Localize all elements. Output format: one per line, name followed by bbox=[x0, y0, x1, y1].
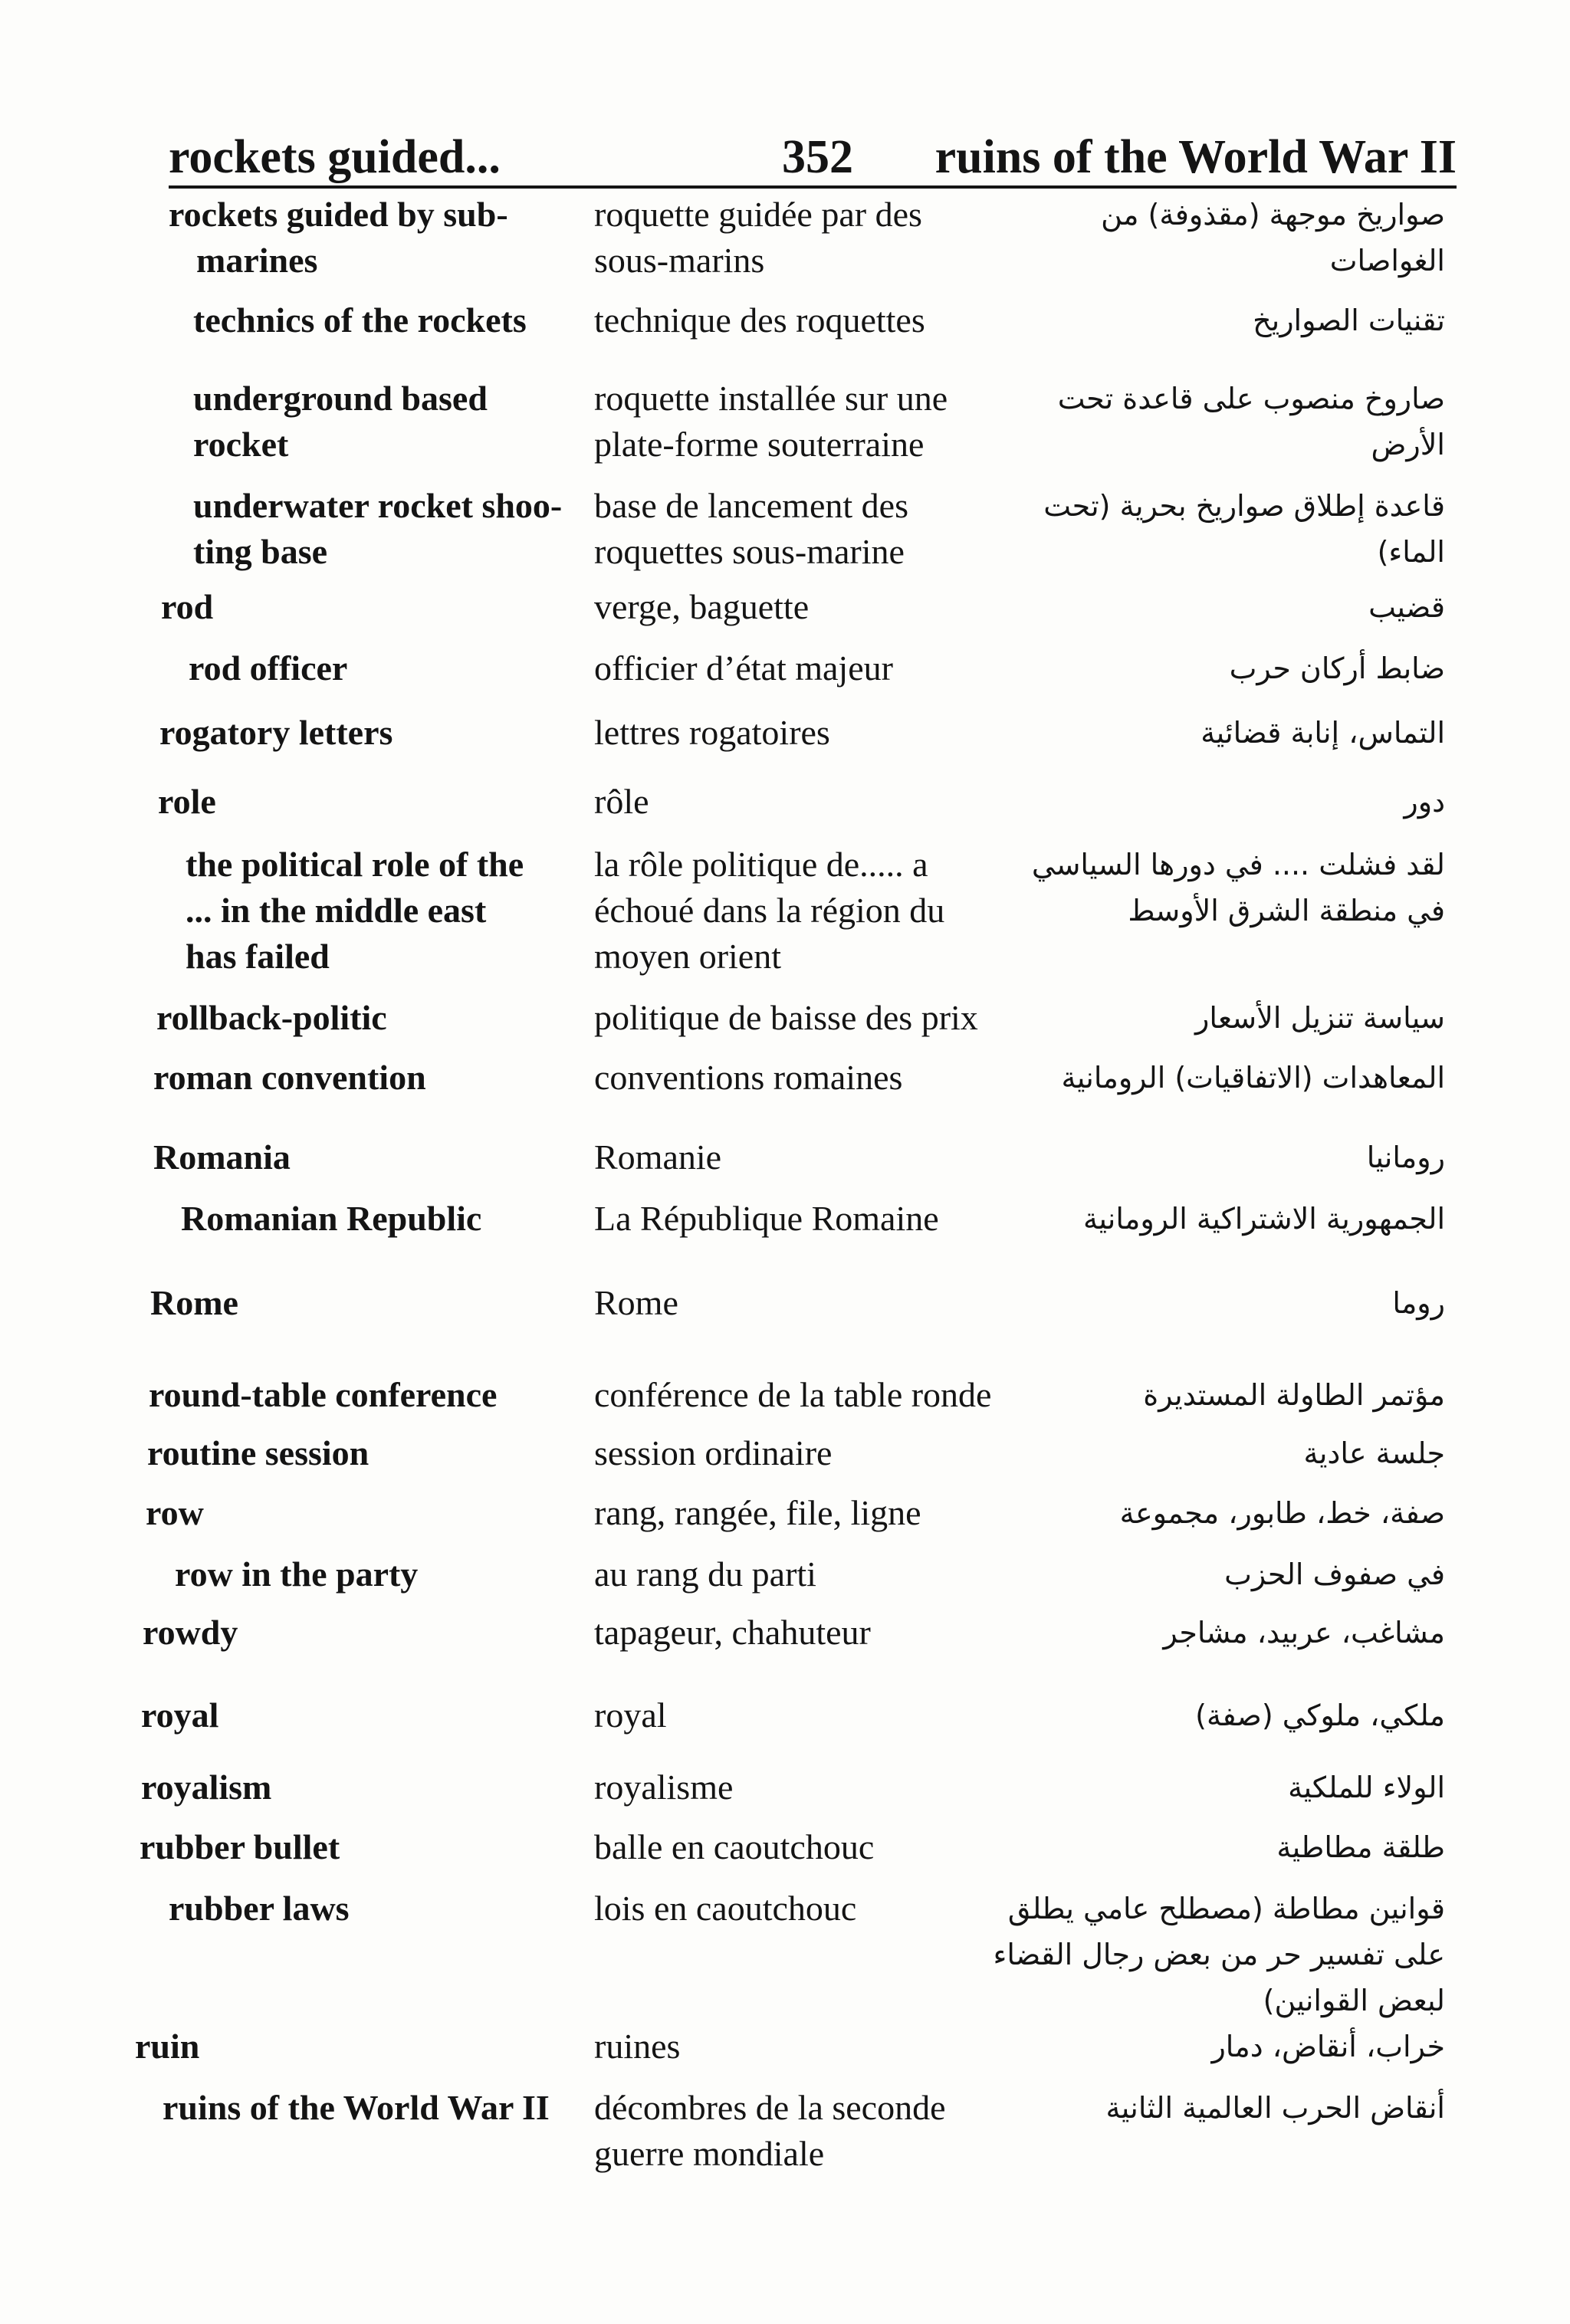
french-translation-line: lettres rogatoires bbox=[594, 713, 830, 752]
arabic-translation bbox=[1066, 995, 1445, 1041]
english-term-line: rubber bullet bbox=[140, 1827, 340, 1866]
arabic-translation-line: لقد فشلت .... في دورها السياسي bbox=[1031, 848, 1445, 881]
arabic-translation-line: تقنيات الصواريخ bbox=[1253, 304, 1445, 337]
french-translation-line: au rang du parti bbox=[594, 1554, 816, 1594]
arabic-translation-line: صفة، خط، طابور، مجموعة bbox=[1119, 1496, 1445, 1530]
french-translation-line: échoué dans la région du bbox=[594, 891, 945, 930]
english-term-line: Romania bbox=[153, 1137, 291, 1177]
english-term-line: row bbox=[146, 1493, 204, 1532]
english-term bbox=[149, 1372, 578, 1418]
english-term-line: rod bbox=[161, 587, 214, 626]
english-term bbox=[141, 1692, 570, 1738]
arabic-translation-line: دور bbox=[1404, 785, 1445, 819]
french-translation-line: roquette installée sur une bbox=[594, 379, 948, 418]
arabic-translation-line: مؤتمر الطاولة المستديرة bbox=[1143, 1378, 1445, 1412]
french-translation-line: conférence de la table ronde bbox=[594, 1375, 992, 1414]
english-term-line: rod officer bbox=[189, 648, 348, 688]
english-term-line: rubber laws bbox=[169, 1889, 350, 1928]
french-translation-line: rang, rangée, file, ligne bbox=[594, 1493, 921, 1532]
french-translation bbox=[594, 1430, 1023, 1476]
french-translation-line: moyen orient bbox=[594, 937, 781, 976]
french-translation-line: rôle bbox=[594, 782, 649, 821]
arabic-translation bbox=[1066, 1196, 1445, 1242]
english-term bbox=[140, 1824, 569, 1870]
french-translation-line: guerre mondiale bbox=[594, 2134, 825, 2173]
french-translation bbox=[594, 779, 1023, 825]
french-translation bbox=[594, 1610, 1023, 1656]
page-header bbox=[169, 115, 1457, 189]
arabic-translation-line: خراب، أنقاض، دمار bbox=[1211, 2030, 1445, 2063]
english-term-line: roman convention bbox=[153, 1058, 426, 1097]
french-translation bbox=[594, 1551, 1023, 1597]
french-translation-line: politique de baisse des prix bbox=[594, 998, 978, 1037]
english-term-line: rogatory letters bbox=[159, 713, 393, 752]
running-head-left: rockets guided... bbox=[169, 131, 501, 183]
french-translation-line: décombres de la seconde bbox=[594, 2088, 946, 2127]
arabic-translation-line: جلسة عادية bbox=[1303, 1436, 1445, 1470]
french-translation-line: Romanie bbox=[594, 1137, 722, 1177]
arabic-translation bbox=[1066, 2024, 1445, 2070]
arabic-translation bbox=[1066, 1490, 1445, 1536]
arabic-translation bbox=[1066, 1134, 1445, 1180]
french-translation bbox=[594, 1764, 1023, 1810]
arabic-translation bbox=[1066, 192, 1445, 284]
arabic-translation bbox=[1043, 483, 1445, 575]
arabic-translation bbox=[1066, 1280, 1445, 1326]
english-term-line: ruin bbox=[135, 2027, 200, 2066]
french-translation bbox=[594, 1196, 1023, 1242]
english-term-line: marines bbox=[196, 241, 318, 280]
arabic-translation-line: مشاغب، عربيد، مشاجر bbox=[1163, 1616, 1445, 1649]
english-term-line: rowdy bbox=[143, 1613, 238, 1652]
french-translation-line: base de lancement des bbox=[594, 486, 908, 525]
english-term-line: Rome bbox=[150, 1283, 238, 1322]
english-term bbox=[135, 2024, 564, 2070]
arabic-translation-line: الأرض bbox=[1371, 428, 1445, 461]
arabic-translation bbox=[1066, 1551, 1445, 1597]
arabic-translation-line: سياسة تنزيل الأسعار bbox=[1195, 1001, 1445, 1035]
french-translation-line: roquette guidée par des bbox=[594, 195, 922, 234]
french-translation bbox=[594, 645, 1023, 691]
english-term-line: row in the party bbox=[175, 1554, 419, 1594]
english-term-line: royalism bbox=[141, 1768, 272, 1807]
english-term-line: round-table conference bbox=[149, 1375, 498, 1414]
english-term bbox=[150, 1280, 580, 1326]
english-term-line: the political role of the bbox=[186, 845, 524, 884]
french-translation bbox=[594, 842, 1023, 980]
english-term-line: technics of the rockets bbox=[193, 300, 527, 340]
french-translation-line: balle en caoutchouc bbox=[594, 1827, 875, 1866]
english-term bbox=[143, 1610, 572, 1656]
french-translation bbox=[594, 584, 1023, 630]
french-translation bbox=[594, 1372, 1023, 1418]
arabic-translation bbox=[1066, 1430, 1445, 1476]
arabic-translation bbox=[1066, 779, 1445, 825]
arabic-translation-line: الغواصات bbox=[1329, 244, 1445, 277]
arabic-translation-line: على تفسير حر من بعض رجال القضاء bbox=[993, 1938, 1445, 1971]
arabic-translation bbox=[1066, 1764, 1445, 1810]
french-translation-line: roquettes sous-marine bbox=[594, 532, 905, 571]
french-translation-line: conventions romaines bbox=[594, 1058, 903, 1097]
arabic-translation-line: التماس، إنابة قضائية bbox=[1200, 716, 1445, 750]
english-term-line: has failed bbox=[186, 937, 330, 976]
arabic-translation-line: قضيب bbox=[1368, 590, 1445, 624]
french-translation bbox=[594, 710, 1023, 756]
english-term bbox=[158, 779, 587, 825]
arabic-translation-line: رومانيا bbox=[1366, 1141, 1445, 1174]
english-term bbox=[189, 645, 618, 691]
arabic-translation-line: قاعدة إطلاق صواريخ بحرية (تحت bbox=[1043, 489, 1445, 523]
english-term bbox=[169, 1886, 598, 1932]
english-term-line: rollback-politic bbox=[156, 998, 387, 1037]
french-translation bbox=[594, 1886, 1023, 1932]
french-translation-line: plate-forme souterraine bbox=[594, 425, 925, 464]
french-translation bbox=[594, 1692, 1023, 1738]
french-translation-line: sous-marins bbox=[594, 241, 765, 280]
french-translation bbox=[594, 192, 1023, 284]
french-translation bbox=[594, 1824, 1023, 1870]
french-translation-line: Rome bbox=[594, 1283, 678, 1322]
french-translation-line: technique des roquettes bbox=[594, 300, 925, 340]
english-term bbox=[193, 376, 622, 468]
english-term bbox=[186, 842, 615, 980]
arabic-translation bbox=[1066, 1692, 1445, 1738]
french-translation-line: royalisme bbox=[594, 1768, 734, 1807]
arabic-translation-line: ضابط أركان حرب bbox=[1229, 652, 1445, 685]
english-term bbox=[147, 1430, 576, 1476]
french-translation-line: ruines bbox=[594, 2027, 681, 2066]
english-term bbox=[153, 1055, 583, 1101]
french-translation bbox=[594, 376, 1023, 468]
english-term-line: rockets guided by sub- bbox=[169, 195, 508, 234]
english-term-line: ting base bbox=[193, 532, 328, 571]
english-term-line: ruins of the World War II bbox=[163, 2088, 550, 2127]
arabic-translation-line: المعاهدات (الاتفاقيات) الرومانية bbox=[1061, 1061, 1445, 1095]
english-term-line: role bbox=[158, 782, 216, 821]
arabic-translation bbox=[1066, 1372, 1445, 1418]
english-term bbox=[161, 584, 590, 630]
french-translation bbox=[594, 1055, 1023, 1101]
arabic-translation-line: روما bbox=[1392, 1286, 1445, 1320]
french-translation-line: officier d’état majeur bbox=[594, 648, 893, 688]
french-translation-line: la rôle politique de..... a bbox=[594, 845, 928, 884]
english-term-line: rocket bbox=[193, 425, 289, 464]
english-term-line: routine session bbox=[147, 1433, 370, 1472]
english-term bbox=[163, 2085, 592, 2131]
english-term bbox=[146, 1490, 575, 1536]
english-term bbox=[181, 1196, 610, 1242]
english-term bbox=[175, 1551, 604, 1597]
english-term-line: royal bbox=[141, 1695, 219, 1735]
french-translation bbox=[594, 483, 1023, 575]
french-translation bbox=[594, 2085, 1023, 2177]
arabic-translation-line: في صفوف الحزب bbox=[1224, 1558, 1445, 1591]
french-translation bbox=[594, 1280, 1023, 1326]
arabic-translation-line: الماء) bbox=[1377, 535, 1445, 569]
arabic-translation bbox=[1066, 584, 1445, 630]
english-term-line: Romanian Republic bbox=[181, 1199, 482, 1238]
running-head-right: ruins of the World War II bbox=[934, 131, 1457, 183]
english-term bbox=[169, 192, 598, 284]
french-translation-line: tapageur, chahuteur bbox=[594, 1613, 871, 1652]
arabic-translation-line: لبعض القوانين) bbox=[1263, 1984, 1445, 2017]
french-translation-line: royal bbox=[594, 1695, 667, 1735]
page-number: 352 bbox=[782, 131, 853, 183]
arabic-translation-line: الولاء للملكية bbox=[1288, 1771, 1445, 1804]
arabic-translation bbox=[1066, 297, 1445, 343]
french-translation bbox=[594, 297, 1023, 343]
english-term bbox=[193, 297, 622, 343]
arabic-translation bbox=[1066, 1824, 1445, 1870]
arabic-translation bbox=[1057, 376, 1445, 468]
arabic-translation-line: الجمهورية الاشتراكية الرومانية bbox=[1082, 1202, 1445, 1236]
french-translation-line: verge, baguette bbox=[594, 587, 810, 626]
english-term-line: underwater rocket shoo- bbox=[193, 486, 563, 525]
english-term-line: underground based bbox=[193, 379, 488, 418]
arabic-translation bbox=[1066, 645, 1445, 691]
arabic-translation-line: صواريخ موجهة (مقذوفة) من bbox=[1101, 198, 1445, 231]
english-term bbox=[193, 483, 622, 575]
french-translation-line: lois en caoutchouc bbox=[594, 1889, 857, 1928]
arabic-translation bbox=[1066, 2085, 1445, 2131]
arabic-translation bbox=[1066, 710, 1445, 756]
arabic-translation bbox=[993, 1886, 1445, 2024]
english-term bbox=[141, 1764, 570, 1810]
french-translation bbox=[594, 2024, 1023, 2070]
arabic-translation bbox=[1061, 1055, 1445, 1101]
french-translation bbox=[594, 1490, 1023, 1536]
arabic-translation-line: قوانين مطاطة (مصطلح عامي يطلق bbox=[1007, 1892, 1445, 1925]
french-translation-line: La République Romaine bbox=[594, 1199, 939, 1238]
english-term-line: ... in the middle east bbox=[186, 891, 487, 930]
french-translation-line: session ordinaire bbox=[594, 1433, 833, 1472]
arabic-translation-line: صاروخ منصوب على قاعدة تحت bbox=[1057, 382, 1445, 415]
english-term bbox=[153, 1134, 583, 1180]
arabic-translation bbox=[1066, 1610, 1445, 1656]
french-translation bbox=[594, 995, 1023, 1041]
arabic-translation-line: طلقة مطاطية bbox=[1276, 1830, 1445, 1864]
arabic-translation-line: ملكي، ملوكي (صفة) bbox=[1195, 1699, 1445, 1732]
english-term bbox=[156, 995, 586, 1041]
arabic-translation-line: في منطقة الشرق الأوسط bbox=[1128, 894, 1445, 927]
arabic-translation bbox=[1031, 842, 1445, 934]
arabic-translation-line: أنقاض الحرب العالمية الثانية bbox=[1105, 2091, 1445, 2125]
french-translation bbox=[594, 1134, 1023, 1180]
english-term bbox=[159, 710, 589, 756]
